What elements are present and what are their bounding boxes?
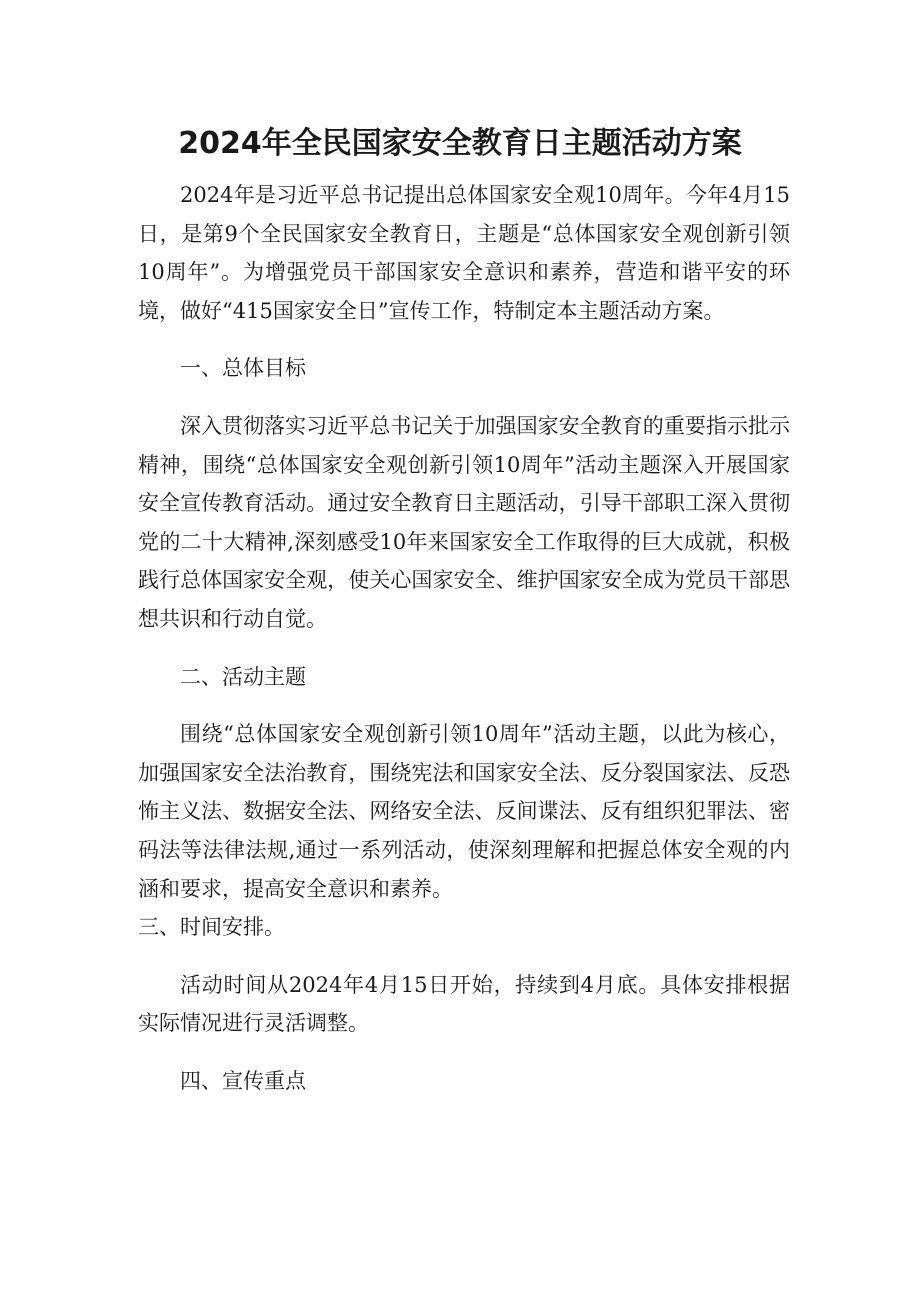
- section-heading-publicity: 四、宣传重点: [180, 1068, 306, 1093]
- spacer: [138, 330, 790, 349]
- document-title: 2024年全民国家安全教育日主题活动方案: [178, 126, 742, 161]
- section-text-theme: 围绕“总体国家安全观创新引领10周年”活动主题，以此为核心，加强国家安全法治教育，围绕宪法和国家安全法、反分裂国家法、反恐怖主义法、数据安全法、网络安全法、反间谍法、反有组织犯罪法、密码法等法律法规,通过一系列活动，使深刻理解和把握总体安全观的内涵和要求，提高安全意识和素养。: [138, 722, 790, 901]
- spacer: [138, 947, 790, 966]
- spacer: [138, 1043, 790, 1062]
- intro-paragraph: 2024年是习近平总书记提出总体国家安全观10周年。今年4月15日，是第9个全民国家安全教育日，主题是“总体国家安全观创新引领10周年”。为增强党员干部国家安全意识和素养，营造和谐平安的环境，做好“415国家安全日”宣传工作，特制定本主题活动方案。: [138, 183, 790, 323]
- section-text-schedule: 活动时间从2024年4月15日开始，持续到4月底。具体安排根据实际情况进行灵活调整。: [138, 972, 790, 1036]
- section-heading-schedule: 三、时间安排。: [138, 915, 285, 940]
- section-text-goals: 深入贯彻落实习近平总书记关于加强国家安全教育的重要指示批示精神，围绕“总体国家安全观创新引领10周年”活动主题深入开展国家安全宣传教育活动。通过安全教育日主题活动，引导干部职工深入贯彻党的二十大精神,深刻感受10年来国家安全工作取得的巨大成就，积极践行总体国家安全观，使关心国家安全、维护国家安全成为党员干部思想共识和行动自觉。: [138, 413, 790, 631]
- spacer: [138, 388, 790, 407]
- section-heading-theme: 二、活动主题: [180, 664, 306, 689]
- document-body: [138, 176, 790, 1100]
- spacer: [138, 639, 790, 658]
- section-heading-goals: 一、总体目标: [180, 356, 306, 381]
- spacer: [138, 696, 790, 715]
